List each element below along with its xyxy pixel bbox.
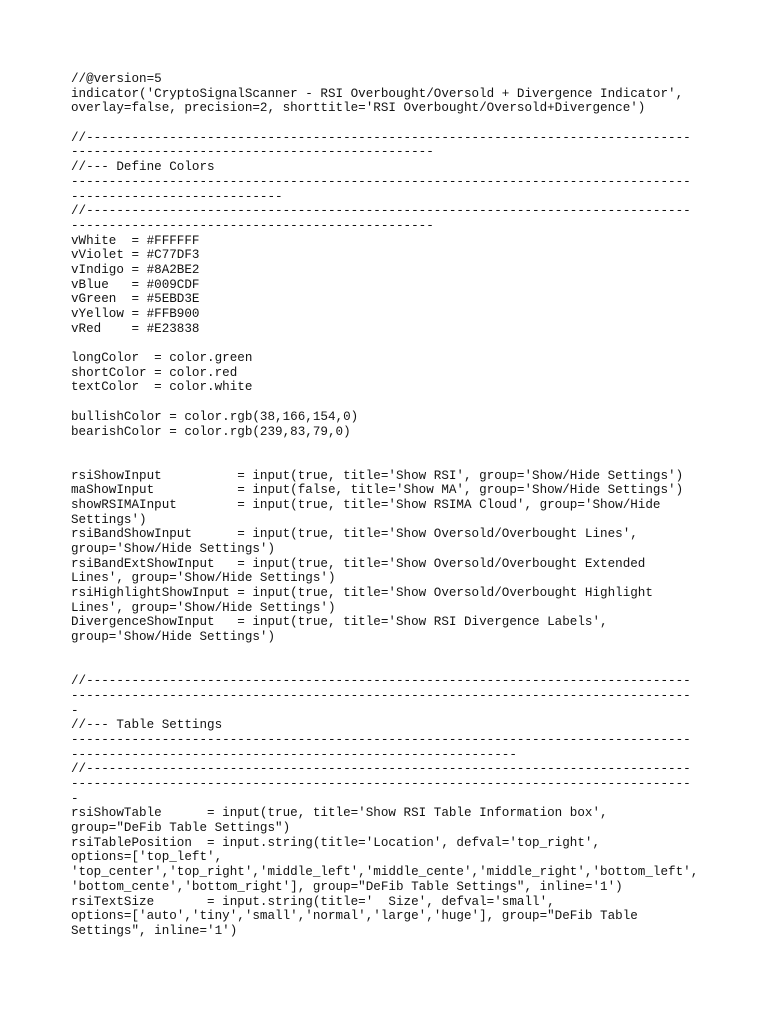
code-line: showRSIMAInput = input(true, title='Show RSIMA Cloud', group='Show/Hide [71,497,661,512]
code-line [71,336,711,351]
code-line: ---------------------------------------------------------------------------------- [71,688,691,703]
code-line: ---------------------------- [71,189,283,204]
code-line: vWhite = #FFFFFF [71,233,200,248]
code-line: Settings') [71,512,147,527]
code-line: group='Show/Hide Settings') [71,542,276,556]
code-line: vBlue = #009CDF [71,277,200,292]
code-line: //-------------------------------------------------------------------------------- [71,130,691,145]
code-line [71,645,711,660]
code-line: - [71,791,79,806]
code-line: ------------------------------------------------ [71,218,434,233]
code-line: overlay=false, precision=2, shorttitle='RSI Overbought/Oversold+Divergence') [71,101,646,116]
code-line: maShowInput = input(false, title='Show MA', group='Show/Hide Settings') [71,483,684,498]
code-line: vRed = #E23838 [71,321,200,336]
code-line [71,660,711,675]
code-line: Lines', group='Show/Hide Settings') [71,571,336,586]
code-line: options=['auto','tiny','small','normal','large','huge'], group="DeFib Table [71,909,638,924]
code-line: //--- Define Colors [71,160,215,175]
code-line: rsiBandShowInput = input(true, title='Show Oversold/Overbought Lines', [71,527,638,542]
code-line: rsiShowTable = input(true, title='Show RSI Table Information box', [71,806,608,821]
code-line: indicator('CryptoSignalScanner - RSI Overbought/Oversold + Divergence Indicator', [71,86,684,101]
code-line: bullishColor = color.rgb(38,166,154,0) [71,409,359,424]
code-line: shortColor = color.red [71,365,238,380]
code-line: vGreen = #5EBD3E [71,292,200,307]
code-line: options=['top_left', [71,850,223,865]
code-line: 'top_center','top_right','middle_left','middle_cente','middle_right','bottom_left', [71,865,699,880]
code-line: rsiBandExtShowInput = input(true, title='Show Oversold/Overbought Extended [71,556,646,571]
code-line [71,439,711,454]
code-line: ---------------------------------------------------------------------------------- [71,777,691,791]
code-line: //--- Table Settings [71,718,223,733]
code-line: ---------------------------------------------------------------------------------- [71,732,691,747]
code-line: rsiTextSize = input.string(title=' Size', defval='small', [71,894,555,909]
code-line [71,454,711,469]
code-line [71,395,711,410]
code-line: //-------------------------------------------------------------------------------- [71,674,691,689]
code-page [71,72,711,939]
code-line: ---------------------------------------------------------------------------------- [71,174,691,189]
code-line: ------------------------------------------------ [71,145,434,160]
code-line: DivergenceShowInput = input(true, title='Show RSI Divergence Labels', [71,615,608,630]
code-line: rsiShowInput = input(true, title='Show RSI', group='Show/Hide Settings') [71,468,684,483]
code-line: group='Show/Hide Settings') [71,630,276,645]
code-line: vIndigo = #8A2BE2 [71,262,200,277]
code-line: vYellow = #FFB900 [71,307,200,321]
code-line: rsiHighlightShowInput = input(true, title='Show Oversold/Overbought Highlight [71,586,653,601]
code-line: Lines', group='Show/Hide Settings') [71,600,336,615]
code-line: rsiTablePosition = input.string(title='Location', defval='top_right', [71,835,601,850]
code-line: Settings", inline='1') [71,923,238,938]
code-line: 'bottom_cente','bottom_right'], group="DeFib Table Settings", inline='1') [71,879,623,894]
code-line: //-------------------------------------------------------------------------------- [71,762,691,777]
code-line [71,116,711,131]
code-line: group="DeFib Table Settings") [71,821,291,836]
code-line: longColor = color.green [71,351,253,366]
code-line: ----------------------------------------------------------- [71,747,517,762]
code-line: bearishColor = color.rgb(239,83,79,0) [71,424,351,439]
code-line: textColor = color.white [71,380,253,395]
code-line: //@version=5 [71,72,162,86]
code-line: - [71,703,79,718]
code-line: //-------------------------------------------------------------------------------- [71,204,691,219]
code-line: vViolet = #C77DF3 [71,248,200,263]
